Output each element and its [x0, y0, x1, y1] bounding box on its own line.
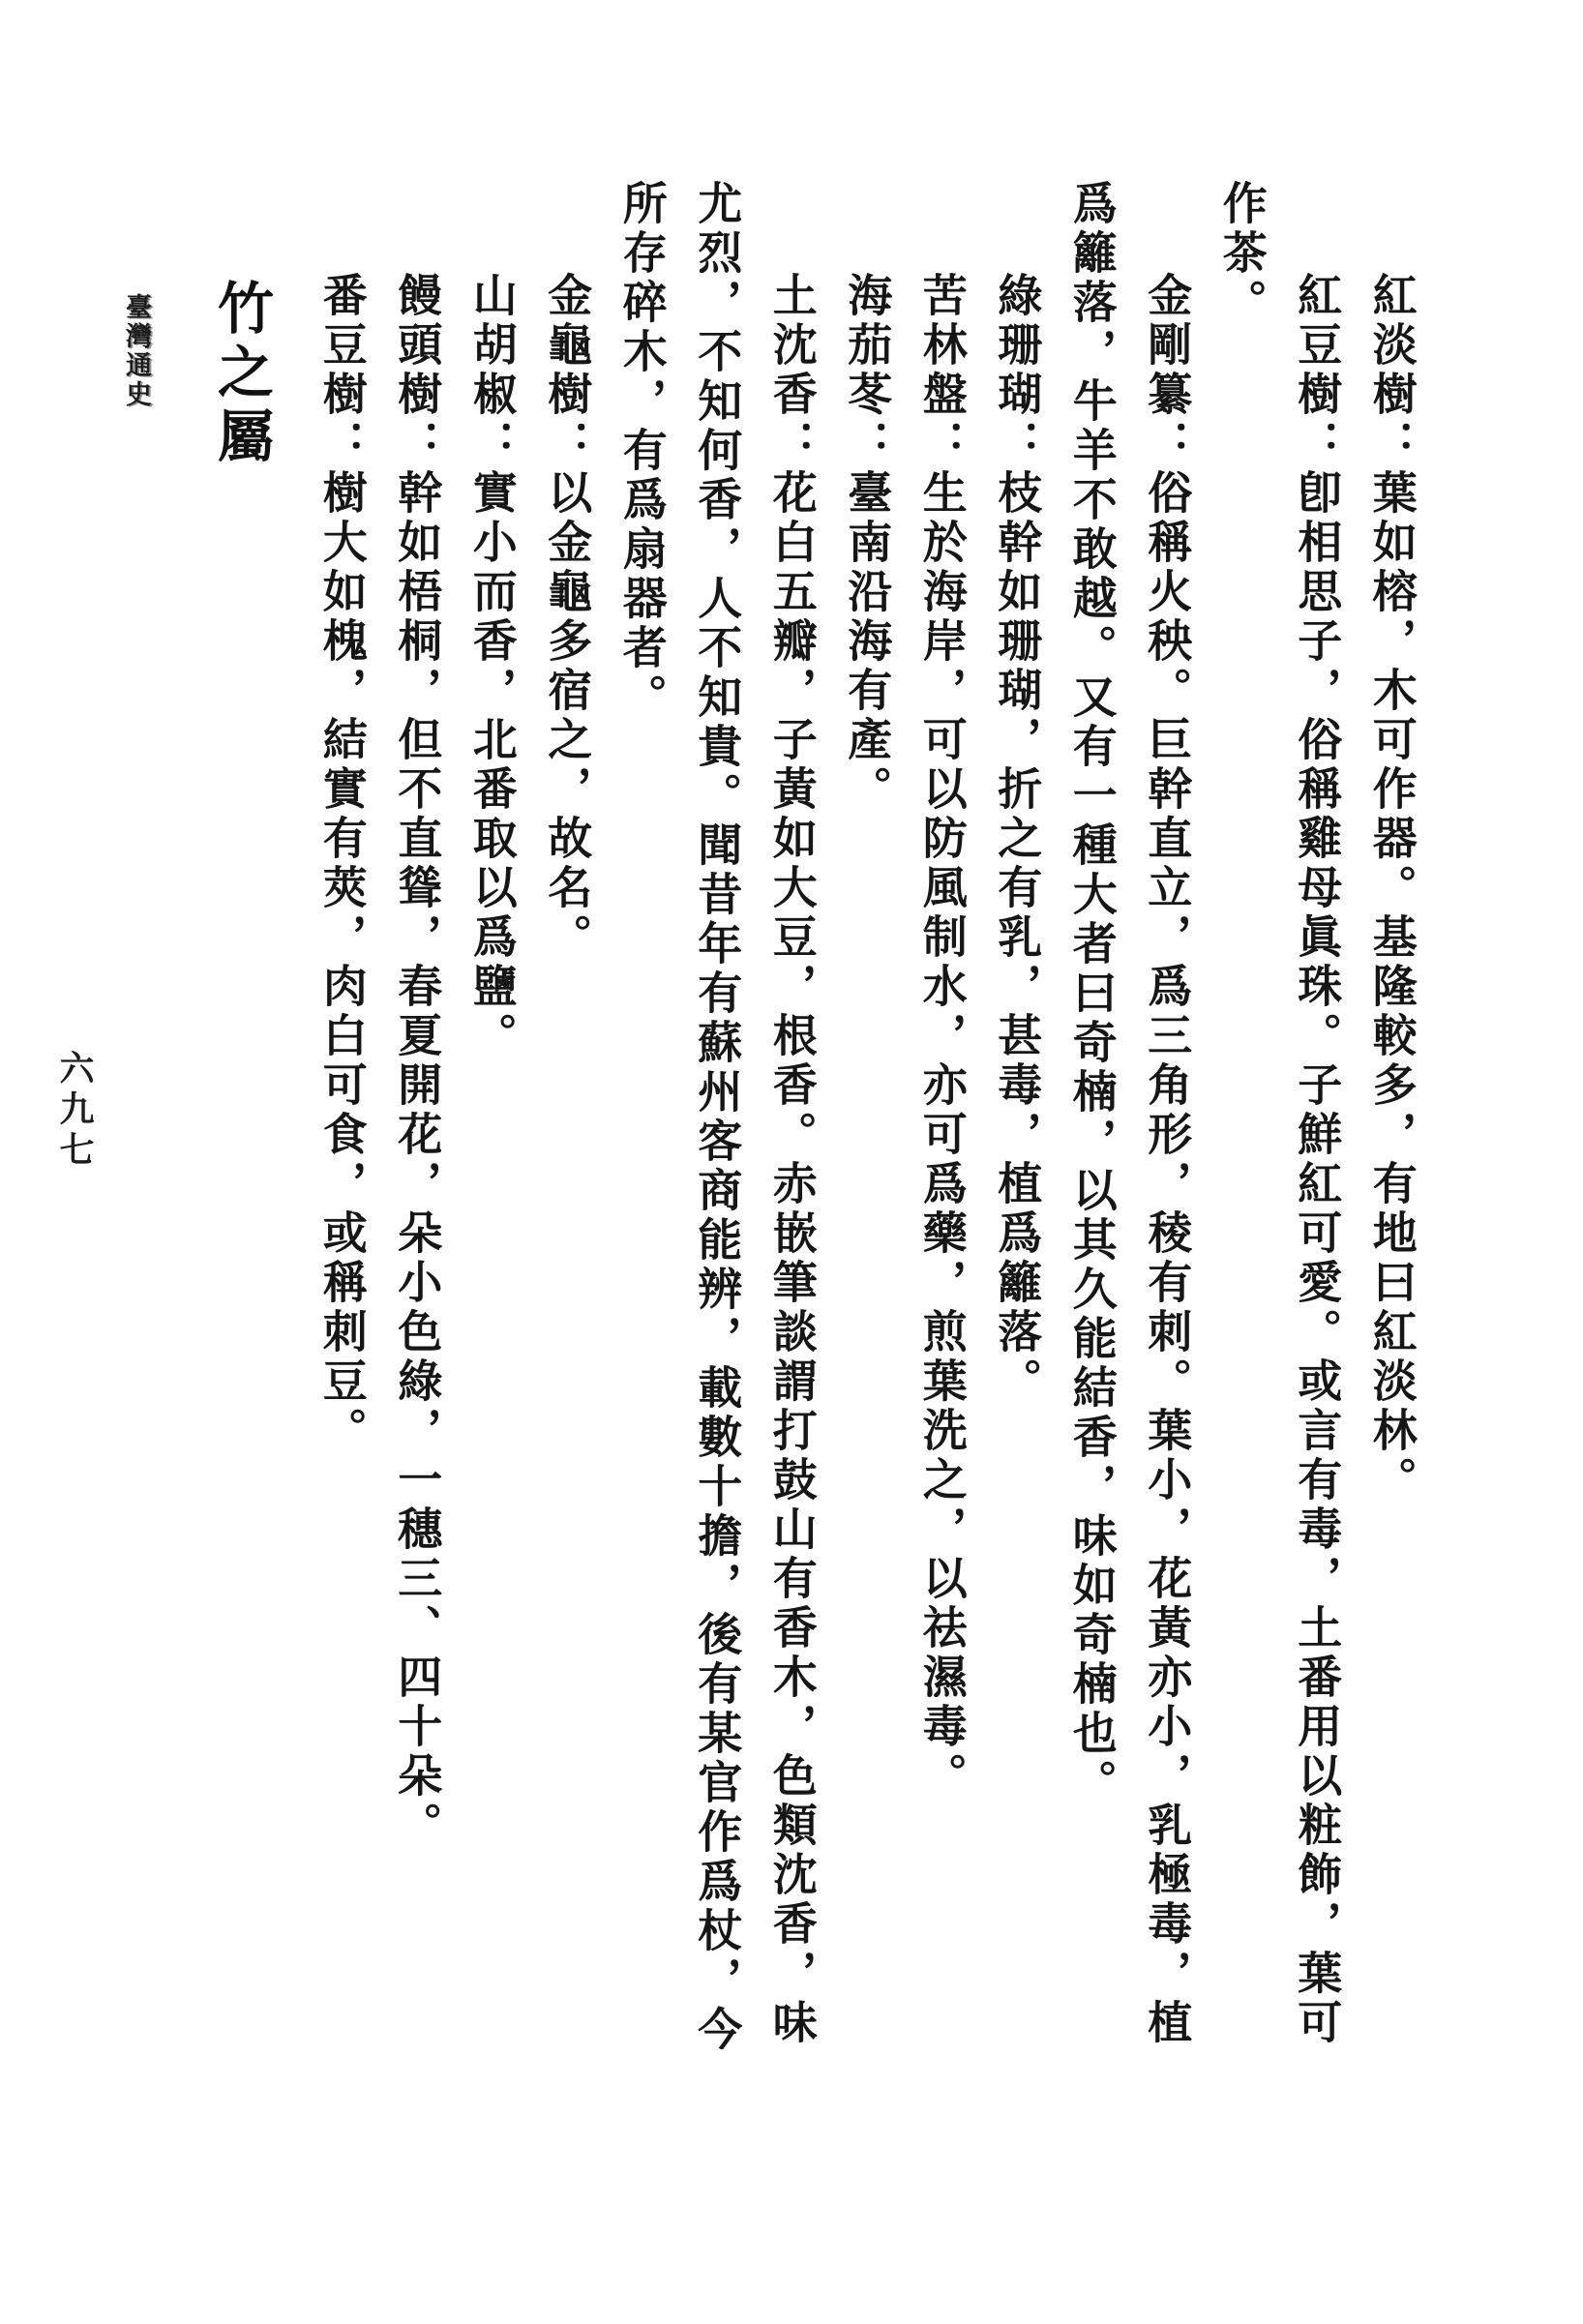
- text-column: 綠珊瑚：枝幹如珊瑚，折之有乳，甚毒，植爲籬落。: [992, 272, 1042, 1407]
- text-column: 金龜樹：以金龜多宿之，故名。: [542, 272, 592, 963]
- text-column: 紅淡樹：葉如榕，木可作器。基隆較多，有地曰紅淡林。: [1366, 272, 1417, 1505]
- text-column: 番豆樹：樹大如槐，結實有莢，肉白可食，或稱刺豆。: [316, 272, 367, 1456]
- margin-book-title: 臺灣通史: [122, 293, 151, 409]
- text-column: 紅豆樹：卽相思子，俗稱雞母眞珠。子鮮紅可愛。或言有毒，土番用以粧飾，葉可: [1292, 272, 1342, 2048]
- text-column: 作茶。: [1216, 180, 1267, 328]
- text-column: 山胡椒：實小而香，北番取以爲鹽。: [466, 272, 517, 1061]
- text-column: 土沈香：花白五瓣，子黃如大豆，根香。赤嵌筆談謂打鼓山有香木，色類沈香，味: [766, 272, 817, 2048]
- page-number: 六九七: [55, 1050, 94, 1172]
- text-column: 金剛纂：俗稱火秧。巨幹直立，爲三角形，稜有刺。葉小，花黃亦小，乳極毒，植: [1142, 272, 1192, 2048]
- text-column: 所存碎木，有爲扇器者。: [616, 180, 667, 723]
- text-column: 尤烈，不知何香，人不知貴。聞昔年有蘇州客商能辨，載數十擔，後有某官作爲杖，今: [692, 180, 742, 2055]
- text-column: 苦林盤：生於海岸，可以防風制水，亦可爲藥，煎葉洗之，以祛濕毒。: [916, 272, 967, 1802]
- text-column: 爲籬落，牛羊不敢越。又有一種大者曰奇楠，以其久能結香，味如奇楠也。: [1066, 180, 1117, 1808]
- text-column: 饅頭樹：幹如梧桐，但不直聳，春夏開花，朵小色綠，一穗三、四十朵。: [392, 272, 442, 1851]
- text-column: 海茄苳：臺南沿海有產。: [842, 272, 892, 815]
- section-heading: 竹之屬: [209, 279, 272, 470]
